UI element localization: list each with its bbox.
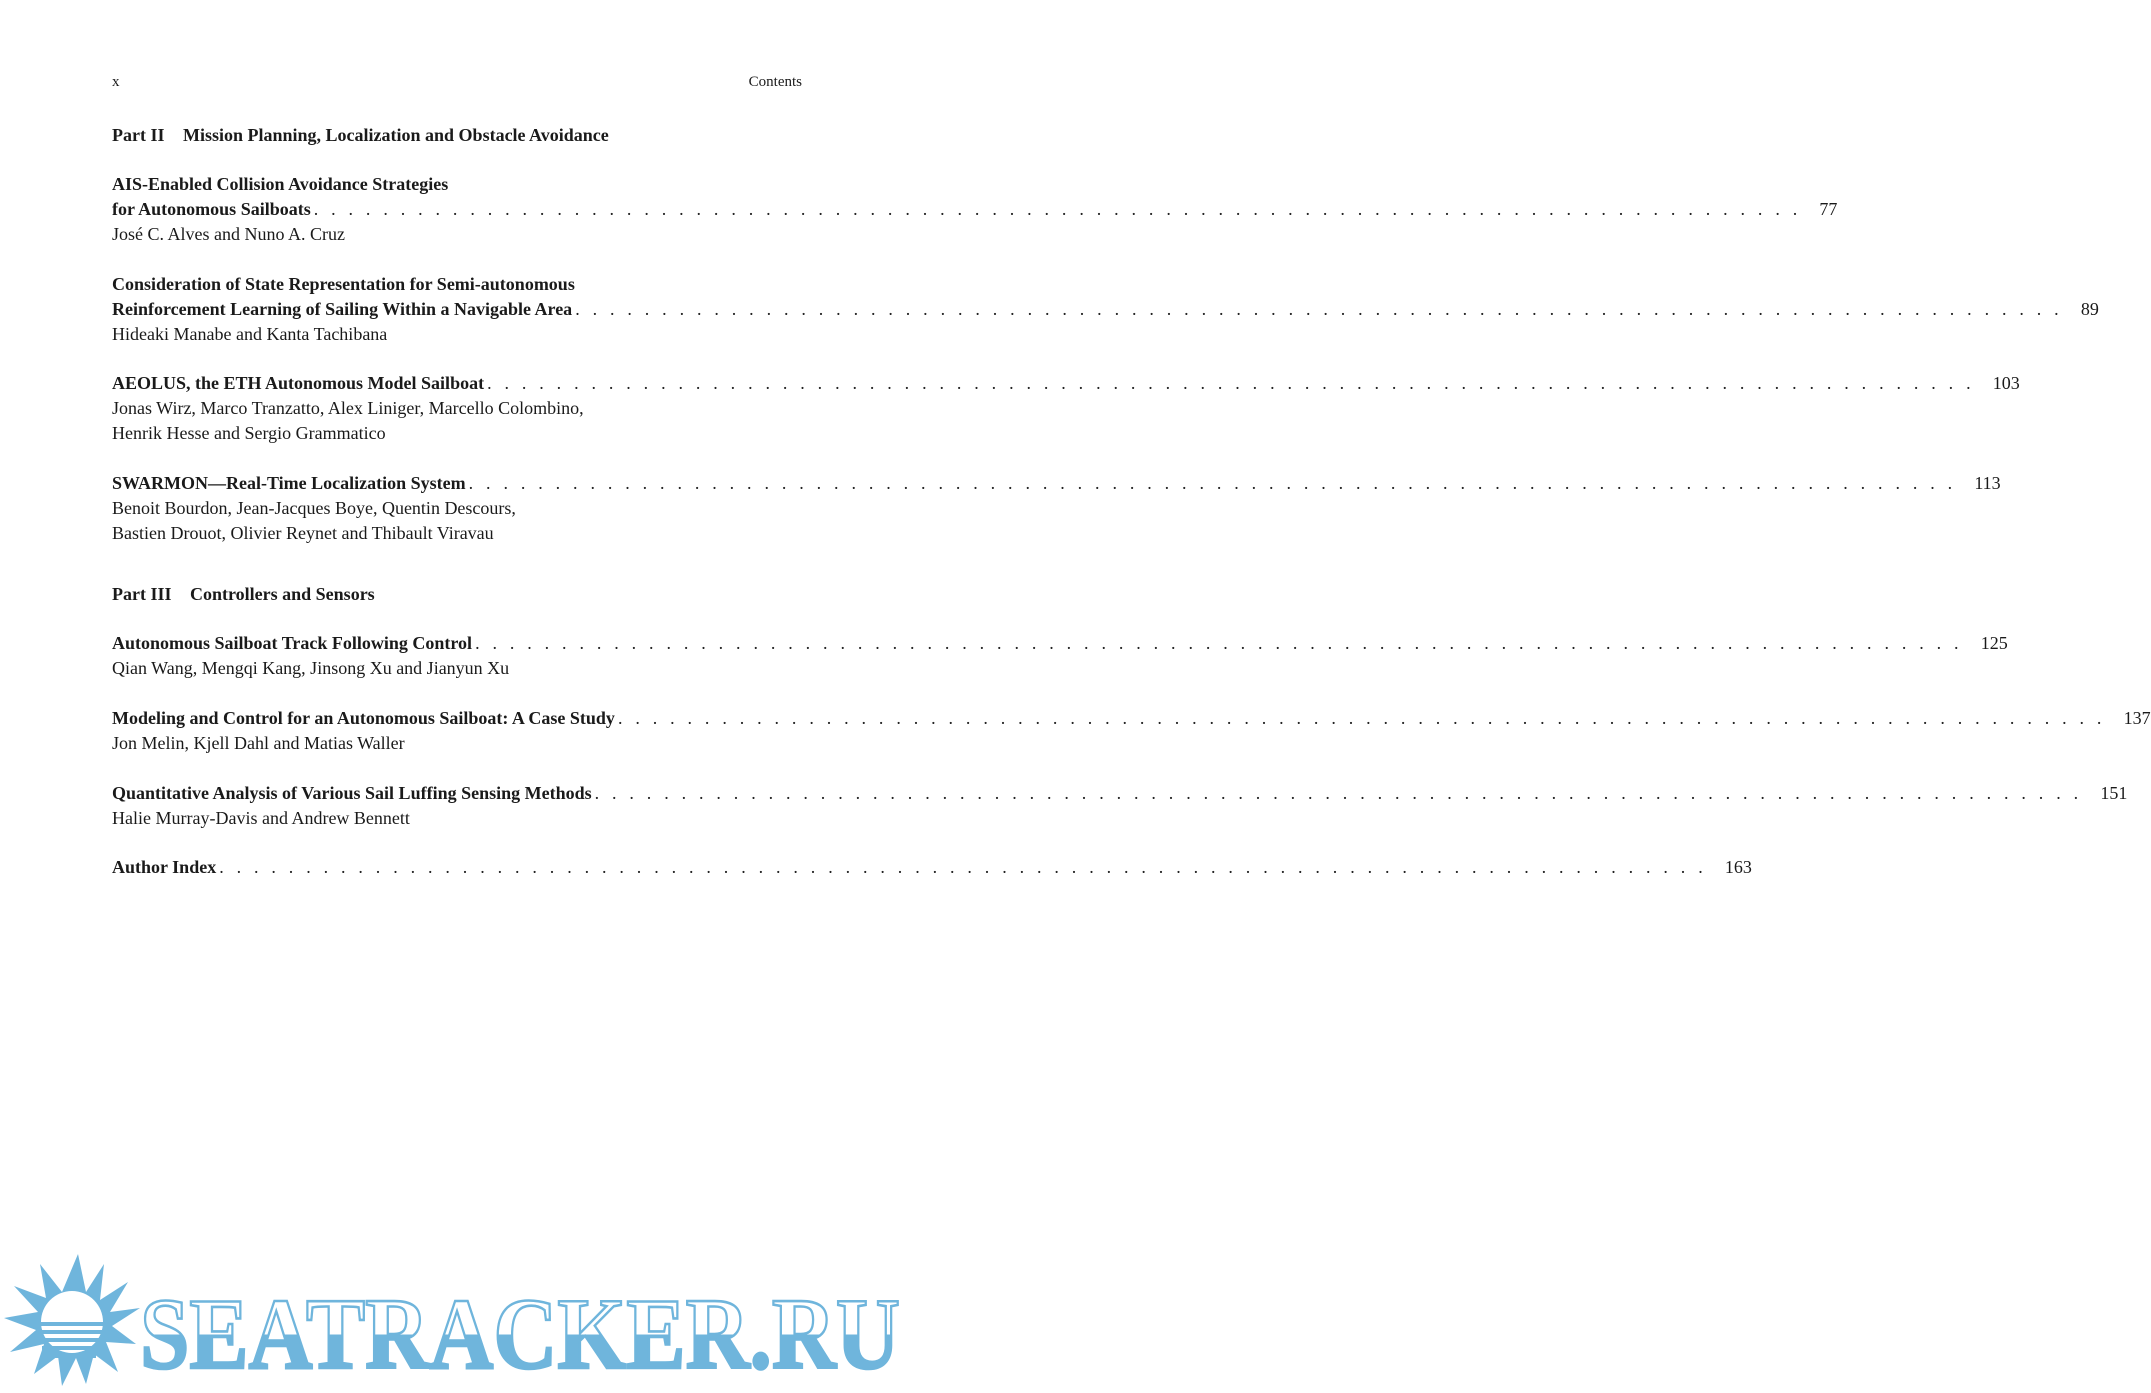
entry-authors: Hideaki Manabe and Kanta Tachibana bbox=[112, 324, 388, 344]
watermark bbox=[0, 1250, 915, 1391]
page-number: x bbox=[112, 74, 120, 90]
entry-leader-line bbox=[112, 471, 2001, 496]
entry-title[interactable]: for Autonomous Sailboats bbox=[112, 199, 311, 219]
entry-authors: Jon Melin, Kjell Dahl and Matias Waller bbox=[112, 733, 405, 753]
entry-leader-line bbox=[112, 297, 2099, 322]
part-heading bbox=[112, 582, 802, 606]
toc-entry[interactable] bbox=[112, 781, 2128, 831]
dot-leader bbox=[219, 855, 1707, 880]
entry-leader-line bbox=[112, 197, 1838, 222]
dot-leader bbox=[595, 781, 2083, 806]
entry-title[interactable]: Quantitative Analysis of Various Sail Luffing Sensing Methods bbox=[112, 783, 592, 803]
entry-title[interactable]: Autonomous Sailboat Track Following Control bbox=[112, 633, 473, 653]
entry-authors: Bastien Drouot, Olivier Reynet and Thibault Viravau bbox=[112, 523, 494, 543]
toc-entry[interactable] bbox=[112, 272, 2099, 347]
part-number: Part II bbox=[112, 125, 165, 145]
entry-leader-line bbox=[112, 371, 2020, 396]
entry-title[interactable]: AEOLUS, the ETH Autonomous Model Sailboat bbox=[112, 373, 485, 393]
toc-entry[interactable] bbox=[112, 371, 2020, 446]
entry-authors: Halie Murray-Davis and Andrew Bennett bbox=[112, 808, 410, 828]
entry-page[interactable]: 137 bbox=[2123, 708, 2151, 728]
dot-leader bbox=[314, 197, 1802, 222]
entry-title[interactable]: Author Index bbox=[112, 857, 217, 877]
entry-authors: José C. Alves and Nuno A. Cruz bbox=[112, 224, 345, 244]
toc-entry[interactable] bbox=[112, 706, 2151, 756]
part-heading bbox=[112, 123, 802, 147]
dot-leader bbox=[475, 631, 1963, 656]
entry-title[interactable]: SWARMON—Real-Time Localization System bbox=[112, 473, 466, 493]
dot-leader bbox=[487, 371, 1975, 396]
part-title: Mission Planning, Localization and Obstacle Avoidance bbox=[183, 125, 609, 145]
dot-leader bbox=[469, 471, 1957, 496]
toc-entry[interactable] bbox=[112, 471, 2001, 546]
entry-page[interactable]: 103 bbox=[1992, 373, 2020, 393]
entry-title[interactable]: Reinforcement Learning of Sailing Within a Navigable Area bbox=[112, 299, 573, 319]
dot-leader bbox=[618, 706, 2106, 731]
entry-authors: Benoit Bourdon, Jean-Jacques Boye, Quentin Descours, bbox=[112, 498, 516, 518]
entry-authors: Qian Wang, Mengqi Kang, Jinsong Xu and Jianyun Xu bbox=[112, 658, 510, 678]
toc-entry[interactable] bbox=[112, 172, 1838, 247]
entry-authors: Jonas Wirz, Marco Tranzatto, Alex Liniger, Marcello Colombino, bbox=[112, 398, 584, 418]
toc-entry[interactable] bbox=[112, 631, 2008, 681]
sun-icon bbox=[4, 1254, 140, 1386]
entry-page[interactable]: 77 bbox=[1819, 199, 1838, 219]
entry-page[interactable]: 163 bbox=[1724, 857, 1752, 877]
entry-leader-line bbox=[112, 706, 2151, 731]
part-title: Controllers and Sensors bbox=[190, 584, 375, 604]
entry-leader-line bbox=[112, 781, 2128, 806]
watermark-text: SEATRACKER.RU bbox=[140, 1278, 900, 1391]
entry-title[interactable]: Modeling and Control for an Autonomous Sailboat: A Case Study bbox=[112, 708, 615, 728]
dot-leader bbox=[575, 297, 2063, 322]
toc-entry-author-index[interactable] bbox=[112, 855, 1752, 880]
entry-title-line: Consideration of State Representation for Semi-autonomous bbox=[112, 274, 575, 294]
entry-page[interactable]: 151 bbox=[2100, 783, 2128, 803]
entry-leader-line bbox=[112, 631, 2008, 656]
watermark-logo bbox=[0, 1250, 915, 1391]
entry-page[interactable]: 89 bbox=[2080, 299, 2099, 319]
entry-title-line: AIS-Enabled Collision Avoidance Strategies bbox=[112, 174, 449, 194]
entry-authors: Henrik Hesse and Sergio Grammatico bbox=[112, 423, 386, 443]
part-number: Part III bbox=[112, 584, 172, 604]
running-title: Contents bbox=[748, 74, 802, 90]
running-head bbox=[112, 74, 802, 96]
entry-page[interactable]: 125 bbox=[1980, 633, 2008, 653]
entry-page[interactable]: 113 bbox=[1974, 473, 2001, 493]
entry-leader-line bbox=[112, 855, 1752, 880]
